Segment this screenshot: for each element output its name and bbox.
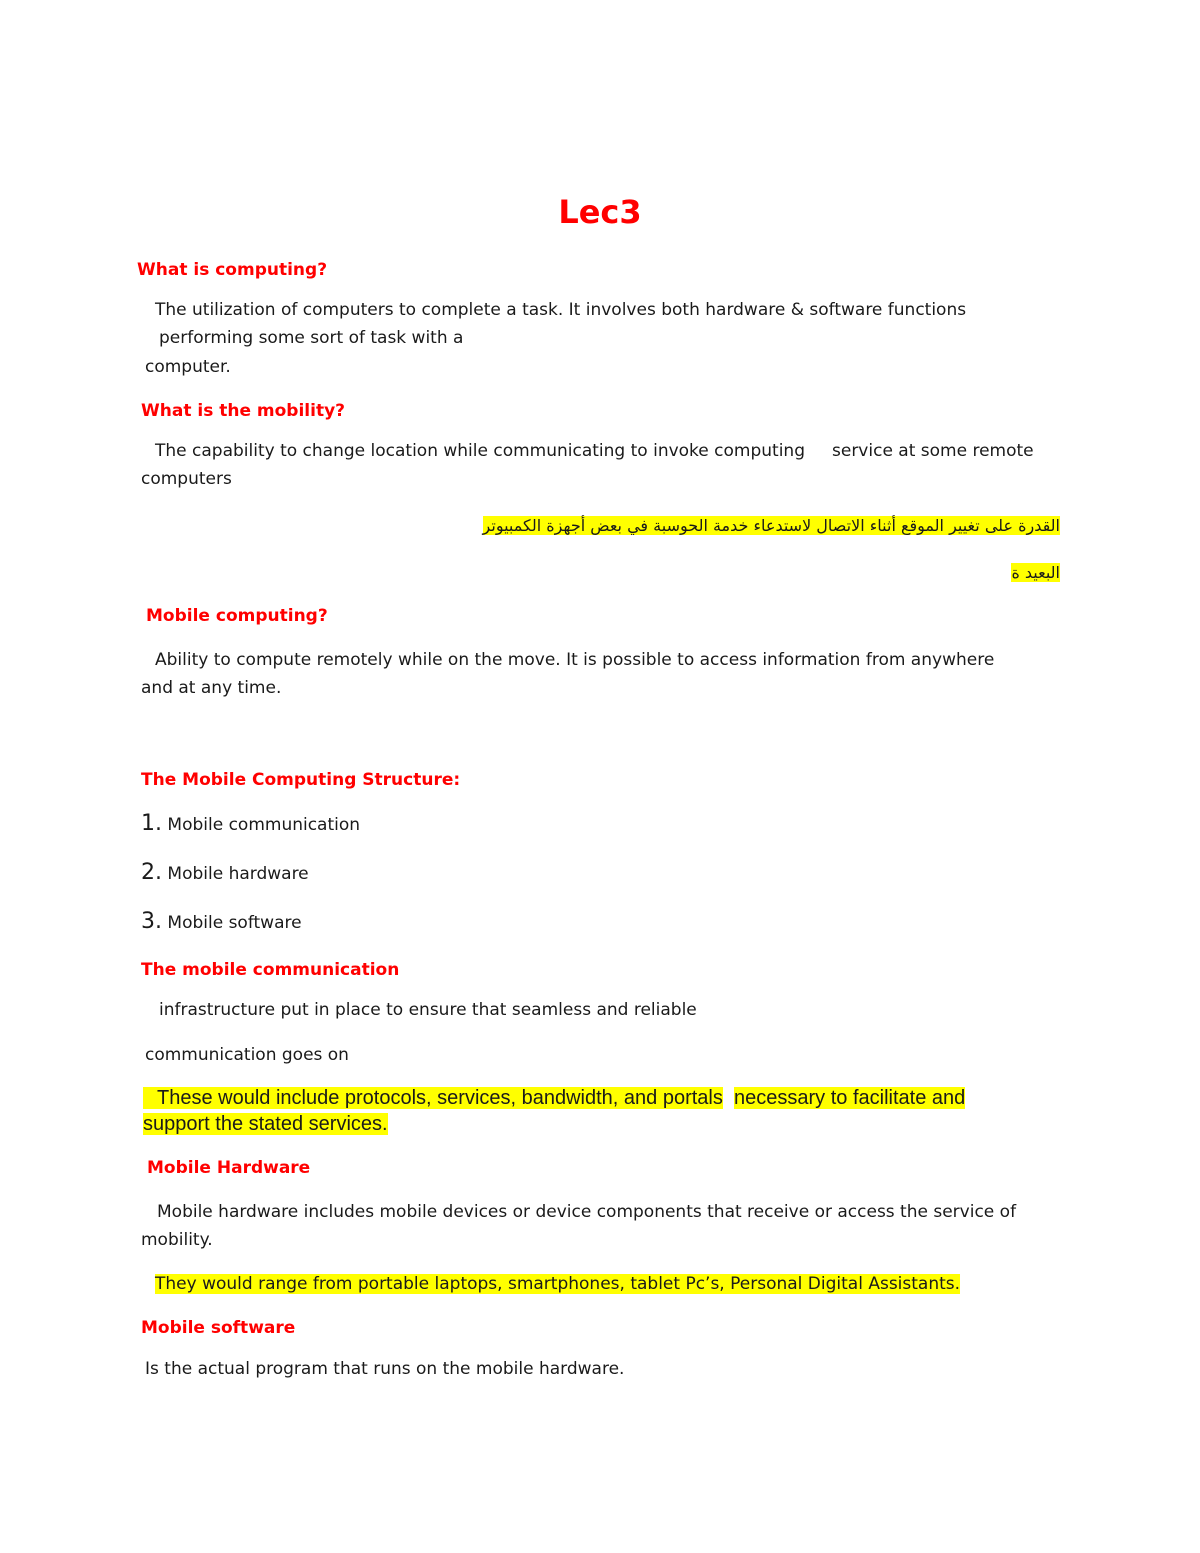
mobile-computing-text-line1: Ability to compute remotely while on the move. It is possible to access information from anywhere [155, 650, 995, 670]
computing-text-line3: computer. [145, 357, 231, 377]
mobile-computing-text-line2: and at any time. [141, 678, 282, 698]
heading-structure: The Mobile Computing Structure: [141, 770, 461, 790]
computing-text-line2: performing some sort of task with a [159, 328, 464, 348]
mobility-text-line2: computers [141, 469, 232, 489]
list-number: 1. [141, 811, 162, 836]
heading-mobile-hardware: Mobile Hardware [147, 1158, 311, 1178]
highlight-arabic-line2: البعيد ة [1011, 563, 1060, 582]
list-item-label: Mobile communication [167, 815, 361, 835]
communication-text-line1: infrastructure put in place to ensure that seamless and reliable [159, 1000, 697, 1020]
list-number: 3. [141, 909, 162, 934]
heading-mobile-communication: The mobile communication [141, 960, 400, 980]
highlight-arabic-line1: القدرة على تغيير الموقع أثناء الاتصال لاستدعاء خدمة الحوسبة في بعض أجهزة الكمبيوتر [482, 516, 1060, 535]
structure-item-2 [141, 861, 309, 886]
hardware-highlight [155, 1272, 960, 1296]
heading-what-is-computing: What is computing? [137, 260, 328, 280]
hardware-text-line1: Mobile hardware includes mobile devices or device components that receive or access the service of [157, 1202, 1017, 1222]
highlight-devices: They would range from portable laptops, smartphones, tablet Pc’s, Personal Digital Assistants. [155, 1274, 961, 1294]
computing-text-line1: The utilization of computers to complete a task. It involves both hardware & software functions [155, 300, 967, 320]
document-title: Lec3 [558, 193, 642, 231]
communication-highlight-line2 [143, 1111, 388, 1137]
communication-highlight-line1 [143, 1085, 965, 1111]
highlight-facilitate: necessary to facilitate and [734, 1087, 966, 1109]
mobility-text-line1: The capability to change location while communicating to invoke computing service at some remote [155, 441, 1034, 461]
heading-mobile-software: Mobile software [141, 1318, 296, 1338]
mobility-arabic-line2 [1011, 560, 1060, 586]
mobility-arabic-line1 [483, 513, 1060, 539]
highlight-protocols: These would include protocols, services, bandwidth, and portals [143, 1087, 723, 1109]
list-item-label: Mobile hardware [167, 864, 309, 884]
communication-text-line2: communication goes on [145, 1045, 349, 1065]
structure-item-3 [141, 910, 302, 935]
heading-mobile-computing: Mobile computing? [146, 606, 328, 626]
heading-what-is-mobility: What is the mobility? [141, 401, 346, 421]
list-number: 2. [141, 860, 162, 885]
list-item-label: Mobile software [167, 913, 302, 933]
software-text-line1: Is the actual program that runs on the mobile hardware. [145, 1359, 625, 1379]
highlight-support: support the stated services. [143, 1113, 388, 1135]
hardware-text-line2: mobility. [141, 1230, 213, 1250]
structure-item-1 [141, 812, 360, 837]
